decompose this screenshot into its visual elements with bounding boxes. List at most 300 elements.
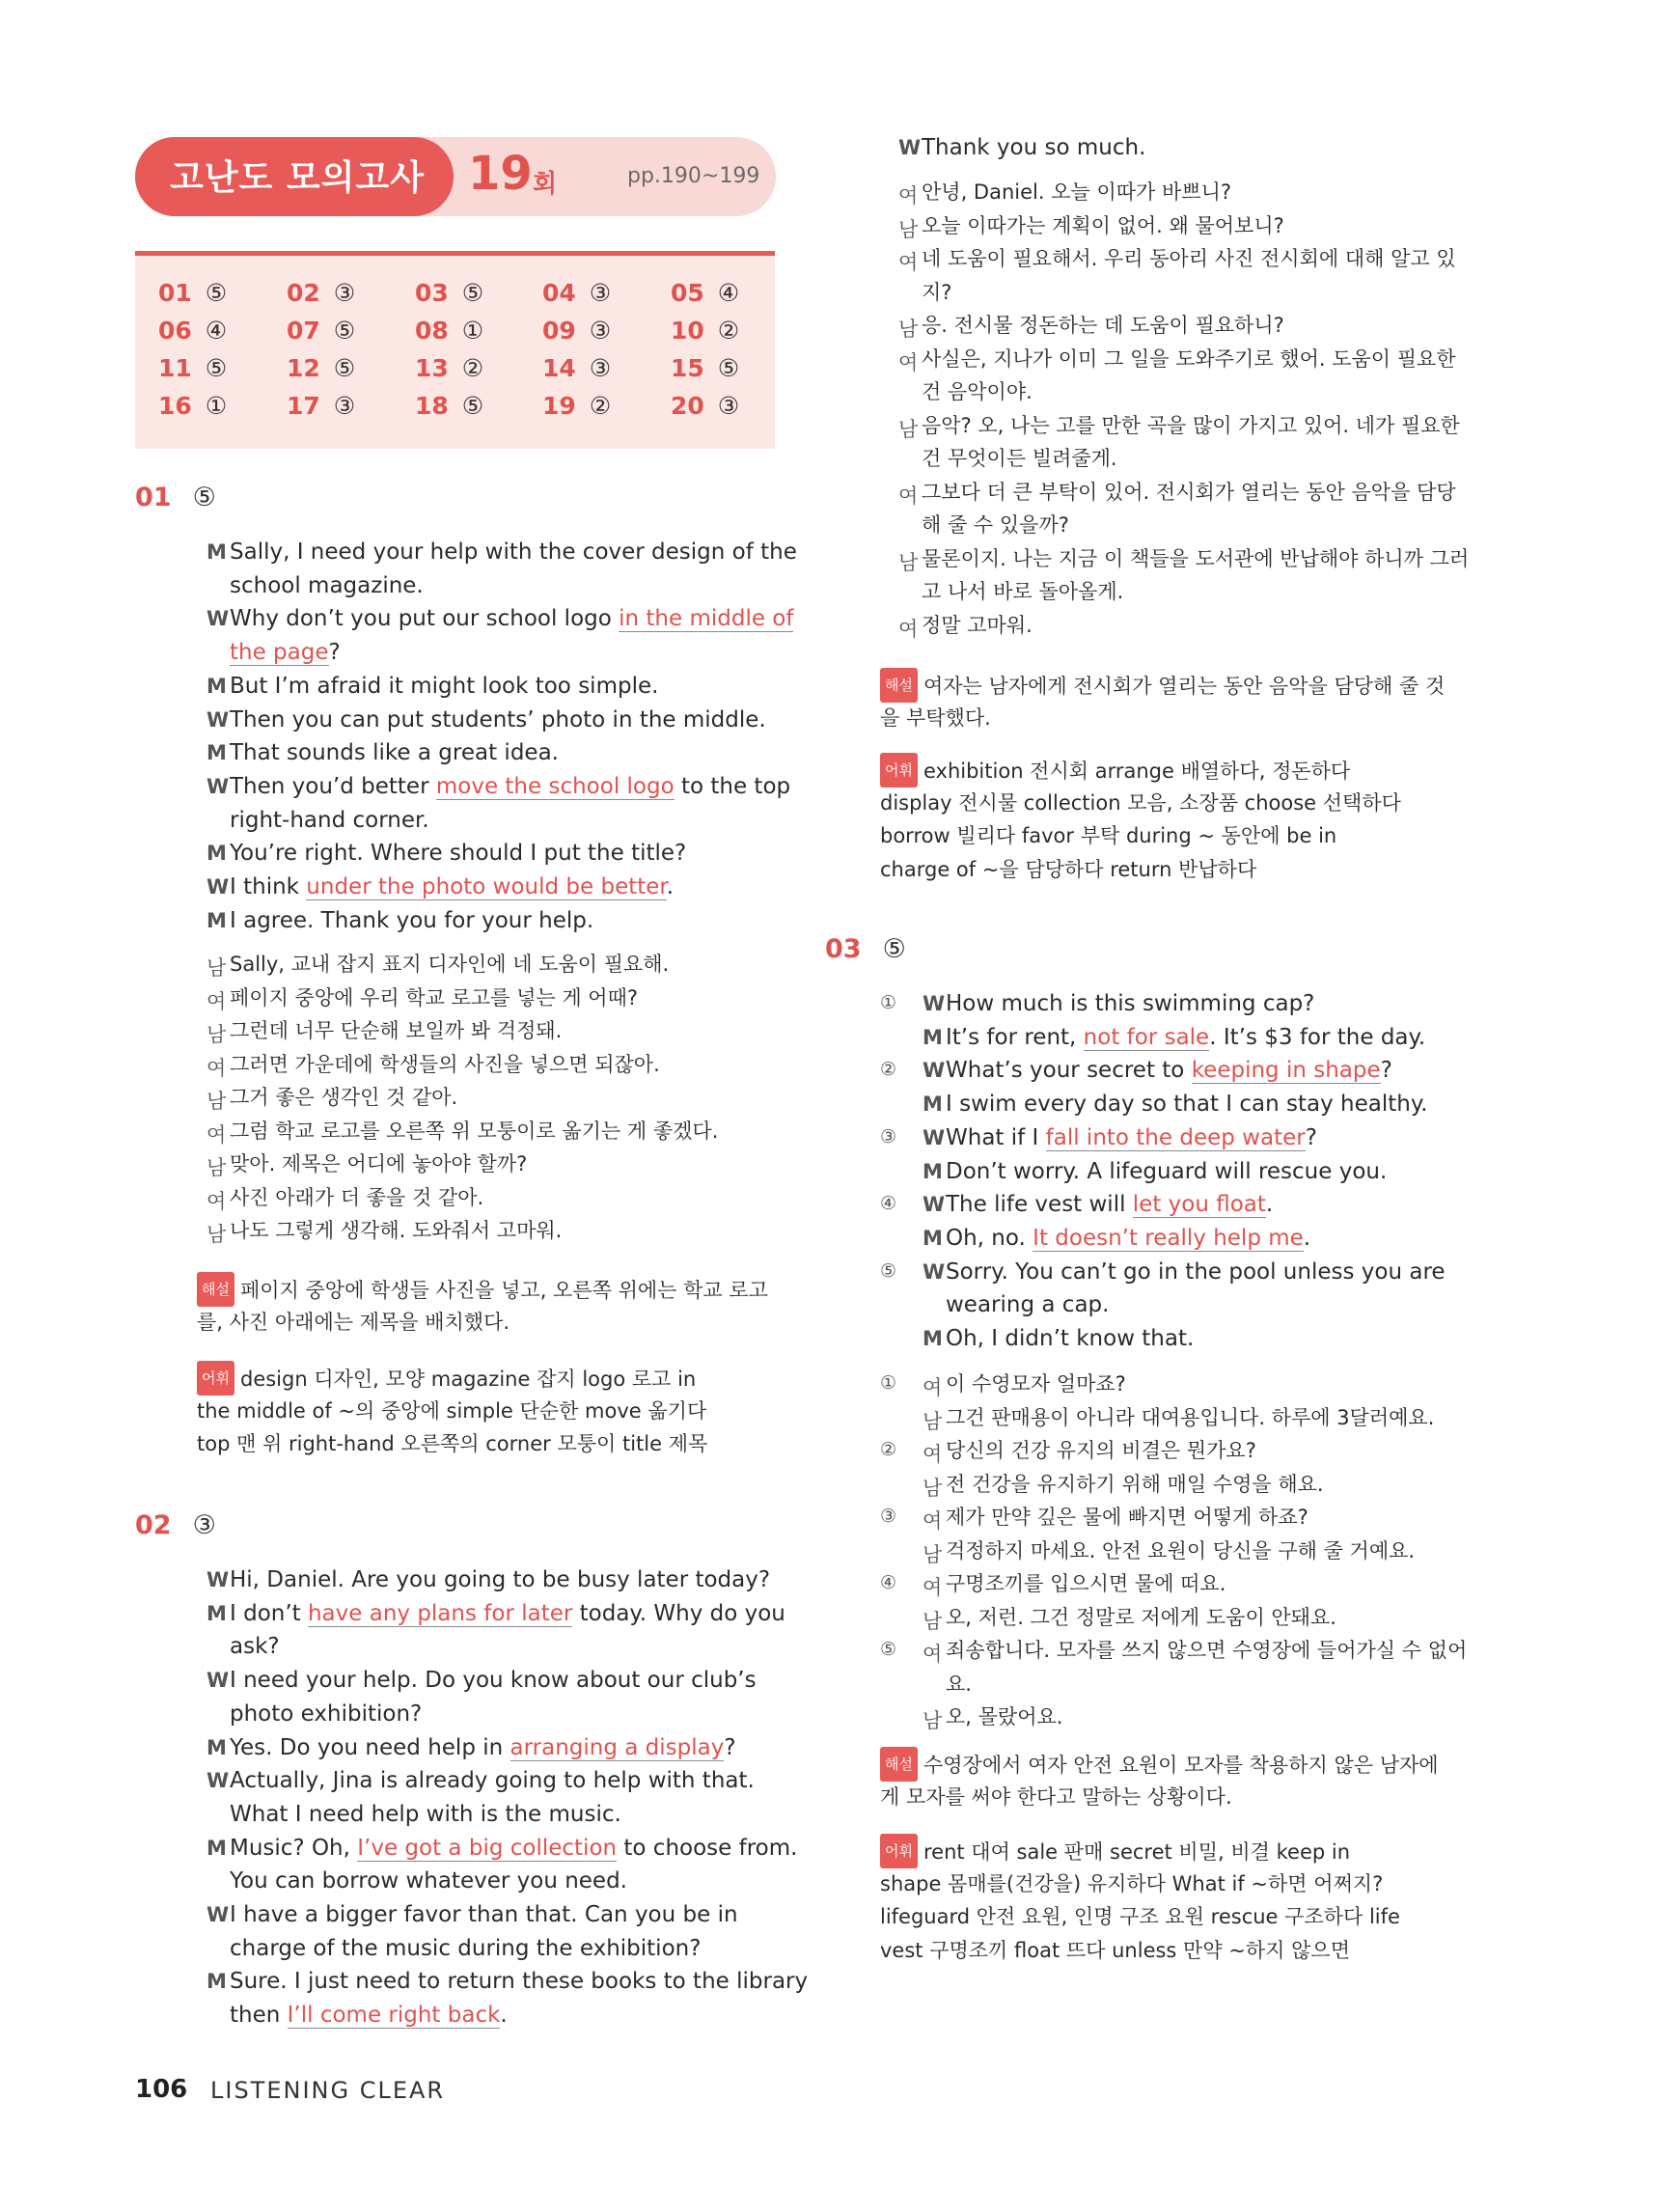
line-text-after: . [500, 2003, 508, 2029]
line-text: How much is this swimming cap? [946, 991, 1315, 1016]
dialogue-line [230, 1563, 770, 1596]
line-text: I have a bigger favor than that. Can you be in [230, 1902, 738, 1927]
line-text: 오늘 이따가는 계획이 없어. 왜 물어보니? [922, 213, 1284, 237]
line-text: 걱정하지 마세요. 안전 요원이 당신을 구해 줄 거예요. [946, 1538, 1416, 1562]
korean-line [922, 442, 1117, 475]
answer-number: 05 [671, 279, 704, 307]
line-text: 사진 아래가 더 좋을 것 같아. [230, 1185, 484, 1209]
korean-line [922, 343, 1456, 375]
line-text: Then you can put students’ photo in the middle. [230, 706, 766, 733]
dialogue-line [230, 1965, 808, 1998]
speaker-label: W [207, 1669, 230, 1693]
speaker-label: W [923, 1259, 946, 1284]
answer-cell [671, 279, 739, 307]
speaker-label: 여 [923, 1376, 943, 1399]
korean-line [922, 476, 1456, 509]
korean-line [946, 1401, 1434, 1434]
answer-choice: ③ [333, 279, 356, 307]
speaker-label: W [207, 875, 230, 899]
answer-number: 16 [158, 392, 192, 420]
answer-choice: ⑤ [205, 279, 228, 307]
korean-line [946, 1700, 1062, 1733]
line-text: 제가 만약 깊은 물에 빠지면 어떻게 하죠? [946, 1506, 1308, 1529]
speaker-label: M [207, 540, 227, 564]
blank-answer: under the photo would be better [306, 874, 667, 899]
answer-number: 08 [415, 317, 449, 345]
answer-choice: ③ [589, 354, 612, 382]
vocabulary [880, 1934, 1350, 1967]
line-text: 안녕, Daniel. 오늘 이따가 바쁘니? [922, 180, 1231, 204]
korean-line [946, 1368, 1126, 1400]
answer-key-grid [135, 251, 775, 449]
vocabulary-text: shape 몸매를(건강을) 유지하다 What if ~하면 어쩌지? [880, 1871, 1384, 1895]
dialogue-line [230, 569, 424, 602]
korean-line [230, 948, 669, 981]
header-title: 고난도 모의고사 [170, 158, 425, 198]
answer-cell [415, 392, 483, 420]
question-number: 03 [825, 934, 862, 964]
dialogue-line [230, 1764, 755, 1797]
dialogue-line [230, 602, 793, 635]
vocabulary-text: top 맨 위 right-hand 오른쪽의 corner 모퉁이 title 제목 [197, 1432, 708, 1456]
explanation [880, 1781, 1232, 1813]
dialogue-line [230, 736, 559, 769]
dialogue-line [946, 1155, 1387, 1188]
explanation-text: 수영장에서 여자 안전 요원이 모자를 착용하지 않은 남자에 [923, 1754, 1439, 1777]
vocabulary [197, 1395, 706, 1427]
korean-line [230, 1147, 527, 1180]
answer-choice: ⑤ [333, 317, 356, 345]
korean-line [922, 509, 1069, 541]
answer-number: 04 [542, 279, 576, 307]
answer-cell [287, 392, 355, 420]
vocabulary [880, 1867, 1383, 1900]
answer-number: 18 [415, 392, 449, 420]
blank-answer: in the middle of [619, 606, 794, 632]
speaker-label: M [923, 1092, 943, 1117]
speaker-label: 남 [207, 1023, 227, 1046]
choice-marker: ⑤ [880, 1259, 897, 1282]
speaker-label: W [923, 1193, 946, 1217]
line-text-after: . [666, 874, 675, 899]
answer-cell [158, 279, 227, 307]
speaker-label: 여 [898, 251, 919, 274]
line-text: then [230, 2003, 288, 2029]
choice-marker: ① [880, 1372, 897, 1394]
question-answer: ③ [192, 1510, 216, 1540]
line-text: 당신의 건강 유지의 비결은 뭔가요? [946, 1439, 1256, 1462]
answer-cell [415, 354, 483, 382]
choice-marker: ④ [880, 1572, 897, 1593]
explanation-text: 페이지 중앙에 학생들 사진을 넣고, 오른쪽 위에는 학교 로고 [239, 1279, 768, 1302]
line-text: Sally, I need your help with the cover design of the [230, 539, 797, 565]
line-text: 이 수영모자 얼마죠? [946, 1372, 1126, 1396]
korean-line [922, 309, 1284, 342]
speaker-label: 여 [923, 1643, 943, 1666]
line-text: Sorry. You can’t go in the pool unless you are [946, 1258, 1446, 1285]
answer-number: 10 [671, 317, 704, 345]
explanation [197, 1306, 510, 1339]
dialogue-line [230, 670, 658, 703]
speaker-label: 여 [207, 1122, 227, 1147]
korean-line [230, 982, 638, 1014]
speaker-label: W [207, 607, 230, 631]
line-text-after: ? [1305, 1124, 1317, 1150]
vocabulary [197, 1427, 707, 1460]
choice-marker: ⑤ [880, 1639, 897, 1660]
line-text: But I’m afraid it might look too simple. [230, 673, 659, 699]
korean-line [230, 1081, 457, 1114]
explanation-text: 게 모자를 써야 한다고 말하는 상황이다. [880, 1785, 1232, 1809]
choice-marker: ③ [880, 1125, 897, 1147]
answer-cell [671, 354, 739, 382]
blank-answer: not for sale [1083, 1024, 1210, 1050]
korean-line [922, 276, 951, 309]
answer-choice: ① [205, 392, 228, 420]
speaker-label: 여 [898, 484, 919, 508]
vocabulary-text: lifeguard 안전 요원, 인명 구조 요원 rescue 구조하다 life [880, 1905, 1400, 1929]
line-text-after: today. Why do you [572, 1600, 785, 1626]
answer-number: 20 [671, 392, 704, 420]
dialogue-line [946, 1322, 1194, 1355]
explanation-text: 여자는 남자에게 전시회가 열리는 동안 음악을 담당해 줄 것 [923, 675, 1446, 698]
question-answer: ⑤ [192, 483, 216, 512]
answer-cell [287, 279, 355, 307]
blank-answer: keeping in shape [1191, 1058, 1381, 1084]
speaker-label: 남 [923, 1709, 943, 1732]
line-text-after: to the top [674, 773, 791, 799]
answer-number: 19 [542, 392, 576, 420]
korean-line [946, 1501, 1308, 1534]
speaker-label: 여 [923, 1443, 943, 1466]
answer-choice: ③ [717, 392, 740, 420]
line-text: It’s for rent, [946, 1024, 1084, 1050]
line-text: I need your help. Do you know about our club’s [230, 1668, 757, 1694]
line-text: 나도 그렇게 생각해. 도와줘서 고마워. [230, 1219, 563, 1242]
speaker-label: W [207, 774, 230, 798]
explanation [880, 1747, 1439, 1782]
korean-line [922, 575, 1123, 608]
blank-answer: arranging a display [510, 1734, 725, 1760]
speaker-label: M [923, 1025, 943, 1049]
line-text: I think [230, 874, 307, 899]
test-header [135, 137, 776, 216]
answer-number: 17 [287, 392, 320, 420]
answer-number: 09 [542, 317, 576, 345]
vocabulary-tag: 어휘 [880, 753, 918, 788]
line-text: What I need help with is the music. [230, 1801, 621, 1827]
blank-answer: I’ll come right back [287, 2003, 501, 2029]
dialogue-line [922, 131, 1145, 164]
speaker-label: M [207, 741, 227, 765]
line-text: photo exhibition? [230, 1700, 423, 1727]
speaker-label: 남 [923, 1476, 943, 1500]
dialogue-line [230, 1664, 757, 1697]
vocabulary-text: charge of ~을 담당하다 return 반납하다 [880, 858, 1257, 882]
answer-choice: ① [461, 317, 484, 345]
vocabulary-text: display 전시물 collection 모음, 소장품 choose 선택하다 [880, 790, 1401, 815]
line-text: The life vest will [946, 1192, 1133, 1218]
korean-line [230, 1014, 562, 1047]
dialogue-line [230, 1597, 785, 1630]
korean-line [922, 609, 1033, 642]
vocabulary-text: design 디자인, 모양 magazine 잡지 logo 로고 in [239, 1368, 697, 1391]
blank-answer: move the school logo [435, 773, 675, 799]
speaker-label: 여 [898, 350, 919, 374]
dialogue-line [946, 1222, 1310, 1255]
dialogue-line [230, 1630, 280, 1663]
line-text: 그거 좋은 생각인 것 같아. [230, 1086, 458, 1109]
dialogue-line [946, 1188, 1273, 1221]
speaker-label: W [207, 1568, 230, 1591]
korean-line [946, 1434, 1256, 1467]
line-text: 건 음악이야. [922, 380, 1033, 403]
question-header [135, 483, 216, 512]
answer-choice: ⑤ [461, 279, 484, 307]
answer-number: 01 [158, 279, 192, 307]
line-text: 응. 전시물 정돈하는 데 도움이 필요하니? [922, 314, 1284, 337]
choice-marker: ① [880, 992, 897, 1013]
vocabulary [880, 753, 1350, 788]
speaker-label: W [923, 992, 946, 1015]
speaker-label: W [207, 707, 230, 732]
dialogue-line [946, 1256, 1446, 1288]
explanation-tag: 해설 [197, 1272, 234, 1307]
explanation-tag: 해설 [880, 668, 918, 703]
line-text: 건 무엇이든 빌려줄게. [922, 447, 1117, 470]
line-text: You can borrow whatever you need. [230, 1868, 627, 1894]
korean-line [922, 209, 1284, 242]
speaker-label: M [207, 908, 227, 932]
blank-answer: I’ve got a big collection [357, 1835, 618, 1861]
line-text: 지? [922, 280, 952, 304]
speaker-label: 남 [207, 1223, 227, 1246]
dialogue-line [946, 1088, 1427, 1120]
answer-cell [671, 317, 739, 345]
answer-choice: ② [717, 317, 740, 345]
korean-line [922, 409, 1460, 442]
line-text: right-hand corner. [230, 807, 429, 833]
answer-choice: ④ [205, 317, 228, 345]
line-text: wearing a cap. [946, 1292, 1110, 1318]
line-text: Sure. I just need to return these books to the library [230, 1969, 809, 1995]
line-text: 그보다 더 큰 부탁이 있어. 전시회가 열리는 동안 음악을 담당 [922, 480, 1456, 504]
answer-choice: ③ [333, 392, 356, 420]
speaker-label: W [923, 1125, 946, 1149]
choice-marker: ② [880, 1439, 897, 1460]
speaker-label: 여 [923, 1576, 943, 1599]
answer-choice: ⑤ [717, 354, 740, 382]
explanation [197, 1272, 768, 1307]
vocabulary-text: rent 대여 sale 판매 secret 비밀, 비결 keep in [923, 1840, 1351, 1864]
speaker-label: M [207, 674, 227, 698]
blank-answer: It doesn’t really help me [1033, 1225, 1304, 1251]
choice-marker: ④ [880, 1193, 897, 1215]
speaker-label: 남 [898, 550, 919, 574]
dialogue-line [230, 1898, 738, 1931]
line-text: 맞아. 제목은 어디에 놓아야 할까? [230, 1152, 528, 1175]
dialogue-line [230, 1999, 508, 2032]
speaker-label: M [207, 1735, 227, 1759]
line-text: 고 나서 바로 돌아올게. [922, 580, 1124, 603]
answer-choice: ⑤ [333, 354, 356, 382]
korean-line [922, 176, 1231, 208]
line-text: 오, 저런. 그건 정말로 저에게 도움이 안돼요. [946, 1605, 1336, 1629]
choice-marker: ③ [880, 1506, 897, 1527]
answer-cell [287, 317, 355, 345]
speaker-label: 남 [207, 956, 227, 980]
line-text: Oh, I didn’t know that. [946, 1326, 1195, 1351]
line-text: Hi, Daniel. Are you going to be busy later today? [230, 1567, 771, 1592]
line-text: 요. [946, 1672, 972, 1696]
line-text: 죄송합니다. 모자를 쓰지 않으면 수영장에 들어가실 수 없어 [946, 1639, 1468, 1662]
speaker-label: M [207, 1970, 227, 1994]
vocabulary-text: the middle of ~의 중앙에 simple 단순한 move 옮기다 [197, 1398, 707, 1423]
vocabulary [197, 1361, 696, 1396]
book-title: LISTENING CLEAR [210, 2077, 446, 2104]
korean-line [946, 1601, 1336, 1634]
vocabulary-text: borrow 빌리다 favor 부탁 during ~ 동안에 be in [880, 824, 1337, 848]
question-header [825, 934, 906, 964]
speaker-label: 여 [898, 617, 919, 641]
speaker-label: 남 [898, 417, 919, 441]
blank-answer: have any plans for later [307, 1600, 573, 1626]
korean-line [946, 1634, 1467, 1667]
line-text-after: . [1265, 1192, 1274, 1218]
question-answer: ⑤ [882, 934, 906, 964]
speaker-label: M [923, 1159, 943, 1183]
choice-marker: ② [880, 1059, 897, 1081]
dialogue-line [230, 1731, 736, 1764]
line-text-after: . It’s $3 for the day. [1209, 1024, 1426, 1050]
speaker-label: W [207, 1769, 230, 1793]
answer-number: 14 [542, 354, 576, 382]
answer-cell [542, 317, 611, 345]
answer-number: 12 [287, 354, 320, 382]
line-text: I swim every day so that I can stay healthy. [946, 1092, 1428, 1118]
line-text: Sally, 교내 잡지 표지 디자인에 네 도움이 필요해. [230, 953, 670, 976]
answer-cell [158, 392, 227, 420]
answer-number: 02 [287, 279, 320, 307]
line-text: That sounds like a great idea. [230, 740, 559, 766]
dialogue-line [230, 837, 686, 870]
speaker-label: 남 [207, 1156, 227, 1179]
speaker-label: M [207, 1601, 227, 1625]
dialogue-line [230, 770, 790, 803]
blank-answer: fall into the deep water [1045, 1124, 1306, 1150]
answer-cell [287, 354, 355, 382]
dialogue-line [946, 987, 1314, 1020]
line-text: 그건 판매용이 아니라 대여용입니다. 하루에 3달러예요. [946, 1405, 1435, 1429]
answer-number: 03 [415, 279, 449, 307]
line-text: 오, 몰랐어요. [946, 1705, 1063, 1728]
korean-line [230, 1181, 483, 1214]
korean-line [946, 1535, 1415, 1567]
answer-cell [158, 354, 227, 382]
explanation-text: 을 부탁했다. [880, 706, 991, 730]
speaker-label: 남 [898, 217, 919, 241]
blank-answer: let you float [1132, 1192, 1266, 1218]
line-text: Actually, Jina is already going to help with that. [230, 1768, 755, 1794]
dialogue-line [230, 536, 797, 568]
vocabulary [880, 853, 1256, 886]
line-text: 사실은, 지나가 이미 그 일을 도와주기로 했어. 도움이 필요한 [922, 346, 1456, 371]
dialogue-line [946, 1054, 1392, 1087]
line-text: I agree. Thank you for your help. [230, 907, 594, 933]
speaker-label: M [923, 1327, 943, 1350]
answer-number: 07 [287, 317, 320, 345]
explanation [880, 668, 1445, 703]
test-number: 19 [468, 147, 533, 201]
answer-choice: ④ [717, 279, 740, 307]
dialogue-line [946, 1288, 1109, 1321]
korean-line [230, 1214, 562, 1247]
answer-choice: ② [461, 354, 484, 382]
dialogue-line [230, 1832, 797, 1865]
answer-cell [671, 392, 739, 420]
speaker-label: 남 [923, 1542, 943, 1566]
korean-line [922, 542, 1469, 575]
line-text: 그러면 가운데에 학생들의 사진을 넣으면 되잖아. [230, 1052, 660, 1076]
speaker-label: 남 [898, 318, 919, 341]
line-text: 정말 고마워. [922, 613, 1033, 637]
line-text: I don’t [230, 1600, 308, 1626]
dialogue-line [230, 1865, 627, 1897]
line-text: 그럼 학교 로고를 오른쪽 위 모퉁이로 옮기는 게 좋겠다. [230, 1119, 719, 1143]
line-text: ask? [230, 1634, 280, 1660]
answer-number: 15 [671, 354, 704, 382]
line-text: 네 도움이 필요해서. 우리 동아리 사진 전시회에 대해 알고 있 [922, 247, 1456, 270]
speaker-label: 남 [923, 1409, 943, 1433]
line-text: Don’t worry. A lifeguard will rescue you. [946, 1158, 1388, 1184]
line-text-after: . [1303, 1225, 1311, 1251]
line-text: What if I [946, 1124, 1046, 1150]
line-text: 전 건강을 유지하기 위해 매일 수영을 해요. [946, 1472, 1324, 1496]
page-range: pp.190~199 [627, 164, 760, 188]
answer-choice: ⑤ [205, 354, 228, 382]
speaker-label: W [923, 1059, 946, 1083]
answer-choice: ⑤ [461, 392, 484, 420]
dialogue-line [230, 804, 429, 837]
line-text: charge of the music during the exhibition? [230, 1935, 702, 1961]
line-text: 해 줄 수 있을까? [922, 513, 1069, 537]
answer-cell [415, 279, 483, 307]
dialogue-line [230, 904, 593, 937]
dialogue-line [230, 636, 341, 669]
line-text: school magazine. [230, 572, 424, 598]
blank-answer: the page [230, 640, 329, 666]
question-header [135, 1510, 216, 1540]
dialogue-line [230, 704, 766, 736]
speaker-label: 여 [207, 1189, 227, 1213]
vocabulary [880, 819, 1336, 852]
dialogue-line [230, 871, 674, 903]
line-text: 음악? 오, 나는 고를 만한 곡을 많이 가지고 있어. 네가 필요한 [922, 413, 1460, 437]
line-text-after: ? [1380, 1058, 1392, 1084]
speaker-label: 여 [898, 184, 919, 207]
speaker-label: 여 [207, 989, 227, 1013]
answer-cell [542, 279, 611, 307]
line-text: Thank you so much. [922, 135, 1146, 160]
question-number: 01 [135, 483, 172, 512]
speaker-label: 여 [923, 1509, 943, 1533]
line-text: Oh, no. [946, 1225, 1033, 1251]
line-text: 그런데 너무 단순해 보일까 봐 걱정돼. [230, 1019, 563, 1042]
line-text: 페이지 중앙에 우리 학교 로고를 넣는 게 어때? [230, 985, 639, 1009]
vocabulary-text: vest 구명조끼 float 뜨다 unless 만약 ~하지 않으면 [880, 1939, 1350, 1963]
line-text: Then you’d better [230, 773, 436, 799]
page-number: 106 [135, 2075, 188, 2104]
